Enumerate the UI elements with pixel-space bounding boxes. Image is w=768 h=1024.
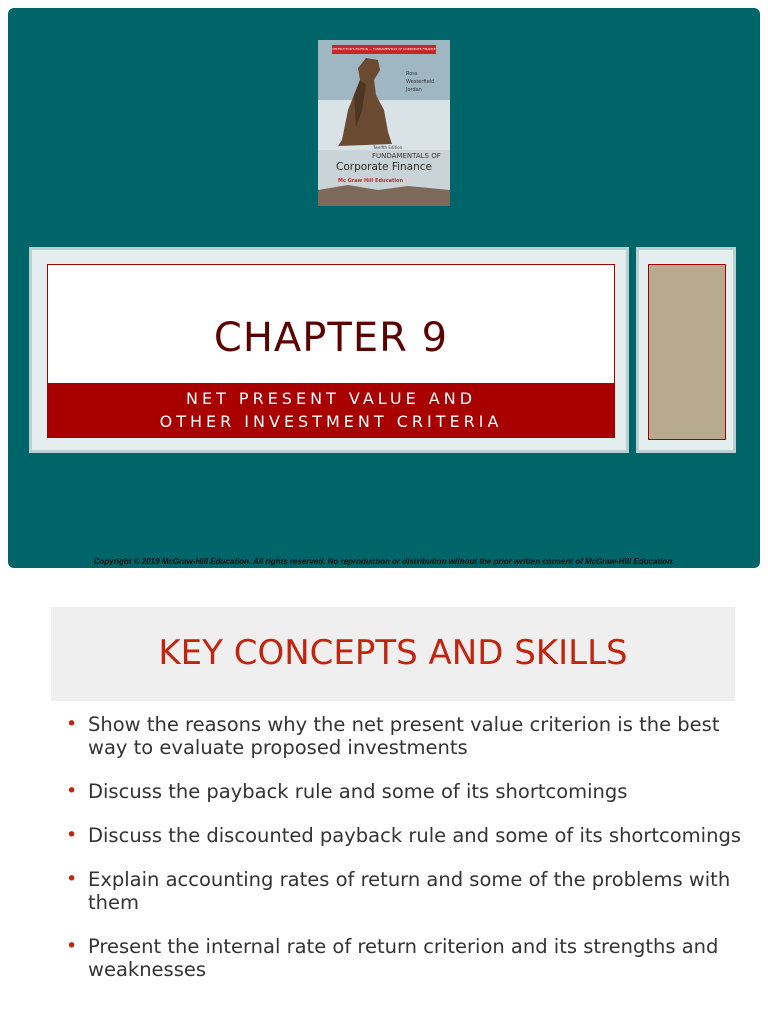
title-panel [29, 247, 629, 453]
cover-edition: Twelfth Edition [373, 145, 403, 150]
list-item [66, 868, 746, 914]
bullet-marker: • [66, 935, 78, 957]
bullet-marker: • [66, 713, 78, 735]
book-cover-image [318, 40, 450, 206]
list-item-text: Discuss the payback rule and some of its shortcomings [88, 780, 628, 803]
list-item-text: Discuss the discounted payback rule and some of its shortcomings [88, 824, 741, 847]
list-item-text: Present the internal rate of return criterion and its strengths and weaknesses [88, 935, 719, 981]
cover-title: Corporate Finance [336, 161, 432, 173]
cover-subtitle: FUNDAMENTALS OF [372, 152, 441, 160]
list-item [66, 780, 746, 803]
list-item-text: Show the reasons why the net present value criterion is the best way to evaluate proposed investments [88, 713, 720, 759]
bullet-marker: • [66, 824, 78, 846]
chapter-subtitle-band [48, 383, 614, 437]
cover-authors [406, 70, 440, 94]
cover-publisher-logo: Mc Graw Hill Education [338, 178, 404, 184]
side-decorative-block [648, 264, 726, 440]
chapter-subtitle-line-2: OTHER INVESTMENT CRITERIA [159, 412, 503, 431]
list-item [66, 935, 746, 981]
bullet-marker: • [66, 780, 78, 802]
chapter-title: CHAPTER 9 [213, 315, 449, 361]
chapter-subtitle-line-1: NET PRESENT VALUE AND [185, 389, 477, 408]
copyright-notice: Copyright © 2019 McGraw-Hill Education. All rights reserved. No reproduction or distribution without the prior written consent of McGraw-Hill Education. [93, 557, 675, 566]
cover-author: Westerfield [406, 79, 435, 85]
list-item [66, 713, 746, 759]
list-item-text: Explain accounting rates of return and some of the problems with them [88, 868, 731, 914]
bullet-marker: • [66, 868, 78, 890]
cover-author: Jordan [406, 87, 422, 93]
slide2-header [51, 607, 735, 701]
cover-author: Ross [406, 71, 418, 77]
list-item [66, 824, 746, 847]
cover-band: INSTRUCTOR'S EDITION — FUNDAMENTALS OF CORPORATE FINANCE [332, 45, 436, 54]
slide2-title: KEY CONCEPTS AND SKILLS [158, 633, 628, 673]
title-box [47, 264, 615, 438]
title-slide [8, 8, 760, 568]
side-panel [636, 247, 736, 453]
key-concepts-list [66, 713, 746, 1002]
